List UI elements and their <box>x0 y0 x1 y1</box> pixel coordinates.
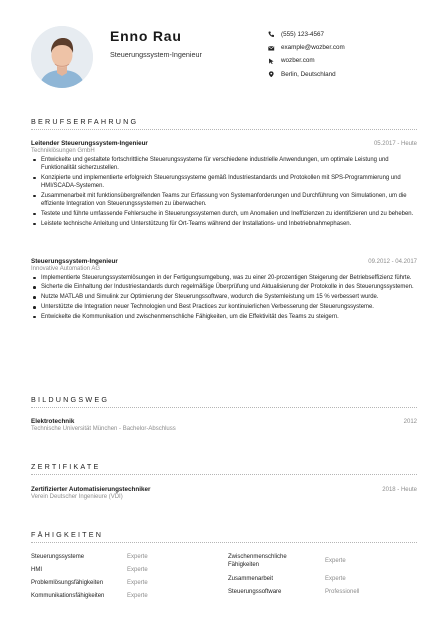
bullet-item: Konzipierte und implementierte erfolgreich Steuerungssysteme gemäß Industriestandards und Protokollen mit SPS-Programmierung und HMI/SCADA-Systemen. <box>41 174 417 191</box>
skill-name: Zusammenarbeit <box>228 576 274 582</box>
website-text: wozber.com <box>281 57 315 65</box>
phone-icon <box>268 31 281 38</box>
certificates-divider <box>31 474 417 475</box>
bullet-item: Leistete technische Anleitung und Unterstützung für Ort-Teams während der Installations- und Inbetriebnahmephasen. <box>41 220 417 228</box>
skill-name: HMI <box>31 567 42 573</box>
candidate-name: Enno Rau <box>110 28 182 44</box>
experience-heading: BERUFSERFAHRUNG <box>31 117 139 126</box>
skills-divider <box>31 542 417 543</box>
certificate-issuer: Verein Deutscher Ingenieure (VDI) <box>31 493 123 500</box>
bullet-item: Zusammenarbeit mit funktionsübergreifenden Teams zur Erfassung von Systemanforderungen und Durchführung von Simulationen, um die effiziente Integration von Steuerungssystemen zu überwachen. <box>41 192 417 209</box>
bullet-item: Nutzte MATLAB und Simulink zur Optimierung der Steuerungssoftware, wodurch die Systemleistung um 15 % verbessert wurde. <box>41 293 417 301</box>
bullet-item: Unterstützte die Integration neuer Technologien und Best Practices zur kontinuierlichen Verbesserung der Steuerungssysteme. <box>41 303 417 311</box>
job-entry-1 <box>31 140 417 229</box>
contact-website <box>268 54 345 67</box>
bullet-item: Sicherte die Einhaltung der Industriestandards durch regelmäßige Überprüfung und Aktualisierung der Protokolle in des Steuerungssystemen. <box>41 283 417 291</box>
avatar-image <box>31 26 93 88</box>
location-text: Berlin, Deutschland <box>281 70 336 78</box>
skill-level: Professionell <box>325 589 360 595</box>
skill-item <box>31 580 148 586</box>
skill-name: Zwischenmenschliche Fähigkeiten <box>228 554 287 568</box>
skill-name: Steuerungssoftware <box>228 589 282 595</box>
experience-divider <box>31 129 417 130</box>
job-dates: 05.2017 - Heute <box>373 141 417 147</box>
education-year: 2012 <box>403 419 417 425</box>
bullet-item: Testete und führte umfassende Fehlersuche in Steuerungssystemen durch, um Anomalien und Ineffizienzen zu identifizieren und zu beheben. <box>41 210 417 218</box>
skill-level: Experte <box>127 554 148 560</box>
skill-item <box>228 576 346 582</box>
skill-level: Experte <box>127 580 148 586</box>
education-entry <box>31 418 417 432</box>
skill-level: Experte <box>325 576 346 582</box>
mail-icon <box>268 45 281 52</box>
bullet-item: Entwickelte und gestaltete fortschrittliche Steuerungssysteme für verschiedene industrielle Anwendungen, um optimale Leistung und Funktionalität sicherzustellen. <box>41 156 417 173</box>
education-heading: BILDUNGSWEG <box>31 395 110 404</box>
certificate-dates: 2018 - Heute <box>382 487 417 493</box>
contact-location <box>268 68 345 81</box>
degree-title: Elektrotechnik <box>31 418 75 425</box>
education-divider <box>31 407 417 408</box>
bullet-item: Entwickelte die Kommunikation und zwischenmenschliche Fähigkeiten, um die Effektivität des Teams zu steigern. <box>41 313 417 321</box>
certificate-entry <box>31 486 417 500</box>
profile-photo <box>31 26 93 88</box>
skill-item <box>228 554 346 569</box>
certificates-heading: ZERTIFIKATE <box>31 462 101 471</box>
certificate-title: Zertifizierter Automatisierungstechniker <box>31 486 151 493</box>
skill-item <box>31 593 148 599</box>
skill-name: Steuerungssysteme <box>31 554 85 560</box>
phone-text: (555) 123-4567 <box>281 31 325 39</box>
skills-heading: FÄHIGKEITEN <box>31 530 104 539</box>
skill-item <box>31 554 148 560</box>
job-title: Steuerungssystem-Ingenieur <box>31 258 118 265</box>
skill-level: Experte <box>325 558 346 564</box>
school-name: Technische Universität München - Bachelor-Abschluss <box>31 425 176 432</box>
contact-email <box>268 41 345 54</box>
skill-item <box>228 589 360 595</box>
skill-name: Problemlösungsfähigkeiten <box>31 580 104 586</box>
cursor-icon <box>268 58 281 65</box>
skill-item <box>31 567 148 573</box>
job-entry-2 <box>31 258 417 323</box>
skill-level: Experte <box>127 567 148 573</box>
job-company: Techniklösungen GmbH <box>31 147 95 154</box>
job-title: Leitender Steuerungssystem-Ingenieur <box>31 140 148 147</box>
job-bullets <box>31 156 417 228</box>
job-company: Innovative Automation AG <box>31 265 101 272</box>
skill-level: Experte <box>127 593 148 599</box>
location-pin-icon <box>268 71 281 78</box>
job-dates: 09.2012 - 04.2017 <box>368 259 417 265</box>
contact-list <box>268 28 345 81</box>
candidate-role: Steuerungssystem-Ingenieur <box>110 50 202 59</box>
bullet-item: Implementierte Steuerungssystemlösungen in der Fertigungsumgebung, was zu einer 20-prozentigen Steigerung der Betriebseffizienz führte. <box>41 274 417 282</box>
job-bullets <box>31 274 417 321</box>
email-text: example@wozber.com <box>281 44 345 52</box>
contact-phone <box>268 28 345 41</box>
skill-name: Kommunikationsfähigkeiten <box>31 593 105 599</box>
